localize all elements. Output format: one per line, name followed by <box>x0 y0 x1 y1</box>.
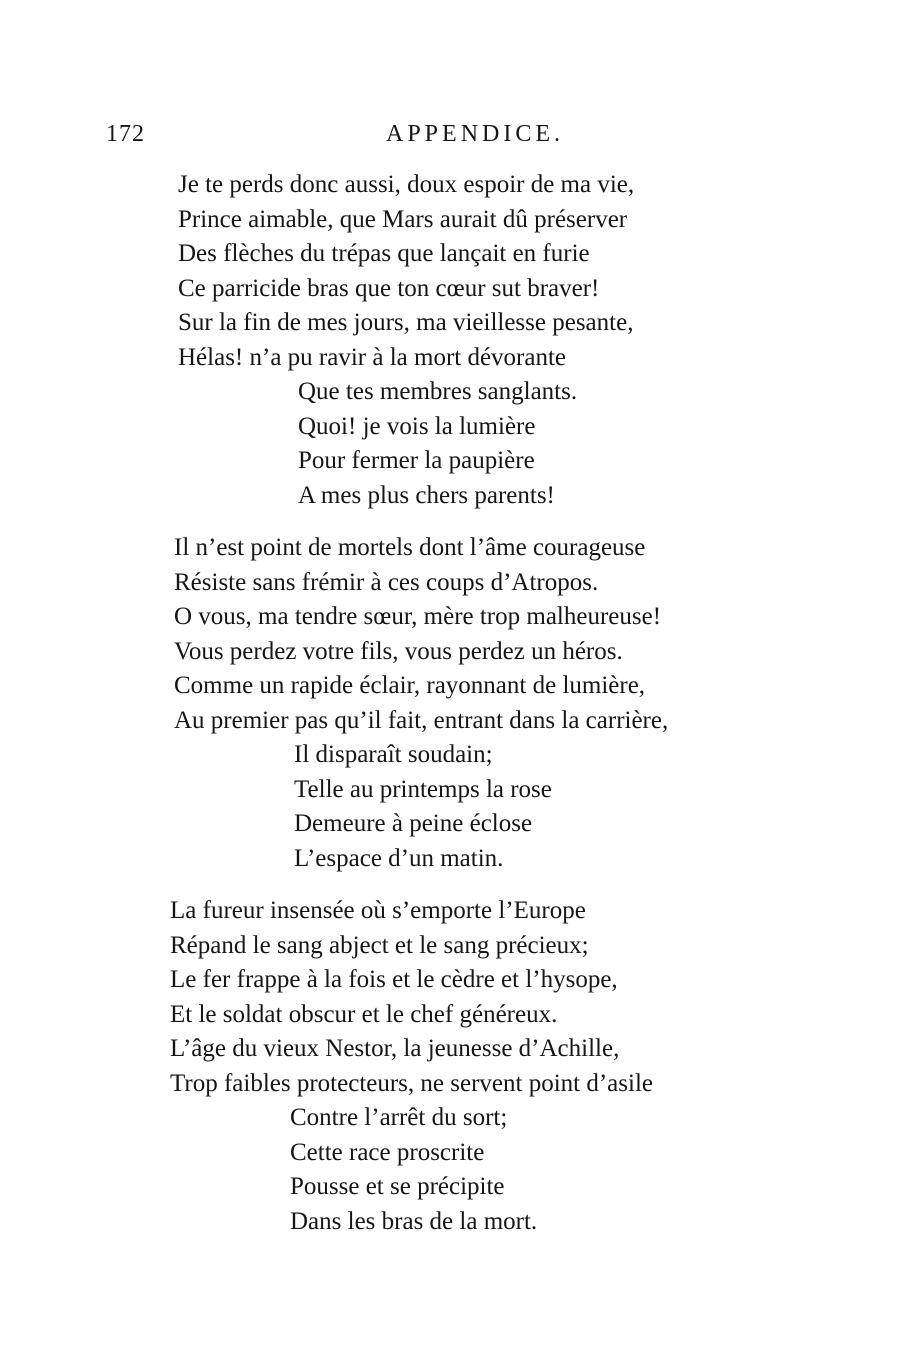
page-number: 172 <box>106 121 145 147</box>
verse-line: Telle au printemps la rose <box>294 775 552 803</box>
verse-line: La fureur insensée où s’emporte l’Europe <box>170 897 586 924</box>
verse-line: Demeure à peine éclose <box>294 810 533 837</box>
verse-line: Hélas! n’a pu ravir à la mort dévorante <box>178 343 567 371</box>
stanza-2 <box>174 531 668 876</box>
verse-line: L’âge du vieux Nestor, la jeunesse d’Achille, <box>170 1035 620 1062</box>
verse-line: L’espace d’un matin. <box>294 844 504 872</box>
verse-line: Résiste sans frémir à ces coups d’Atropos. <box>174 568 599 596</box>
verse-line: Je te perds donc aussi, doux espoir de ma vie, <box>178 171 635 198</box>
verse-line: Des flèches du trépas que lançait en furie <box>178 240 590 267</box>
verse-line: Vous perdez votre fils, vous perdez un héros. <box>174 637 623 665</box>
stanza-1 <box>178 168 634 513</box>
verse-line: Répand le sang abject et le sang précieux; <box>170 931 589 959</box>
verse-line: Il disparaît soudain; <box>294 741 493 768</box>
verse-line: Cette race proscrite <box>290 1138 485 1166</box>
stanza-3 <box>170 894 653 1239</box>
verse-line: Quoi! je vois la lumière <box>298 412 536 440</box>
verse-line: A mes plus chers parents! <box>298 481 555 509</box>
verse-line: Au premier pas qu’il fait, entrant dans la carrière, <box>174 706 669 734</box>
verse-line: Pousse et se précipite <box>290 1173 505 1200</box>
verse-line: Prince aimable, que Mars aurait dû préserver <box>178 205 628 233</box>
running-head: APPENDICE. <box>386 121 565 147</box>
verse-line: Pour fermer la paupière <box>298 447 535 474</box>
verse-line: Il n’est point de mortels dont l’âme courageuse <box>174 534 646 561</box>
verse-line: Comme un rapide éclair, rayonnant de lumière, <box>174 672 646 699</box>
verse-line: Contre l’arrêt du sort; <box>290 1104 508 1131</box>
verse-line: Que tes membres sanglants. <box>298 378 578 405</box>
verse-line: Et le soldat obscur et le chef généreux. <box>170 1000 558 1028</box>
verse-line: Dans les bras de la mort. <box>290 1207 538 1235</box>
verse-line: Le fer frappe à la fois et le cèdre et l’hysope, <box>170 966 618 993</box>
verse-line: Sur la fin de mes jours, ma vieillesse pesante, <box>178 309 634 336</box>
verse-line: Ce parricide bras que ton cœur sut braver! <box>178 274 600 302</box>
verse-line: O vous, ma tendre sœur, mère trop malheureuse! <box>174 603 662 630</box>
verse-line: Trop faibles protecteurs, ne servent point d’asile <box>170 1069 653 1097</box>
